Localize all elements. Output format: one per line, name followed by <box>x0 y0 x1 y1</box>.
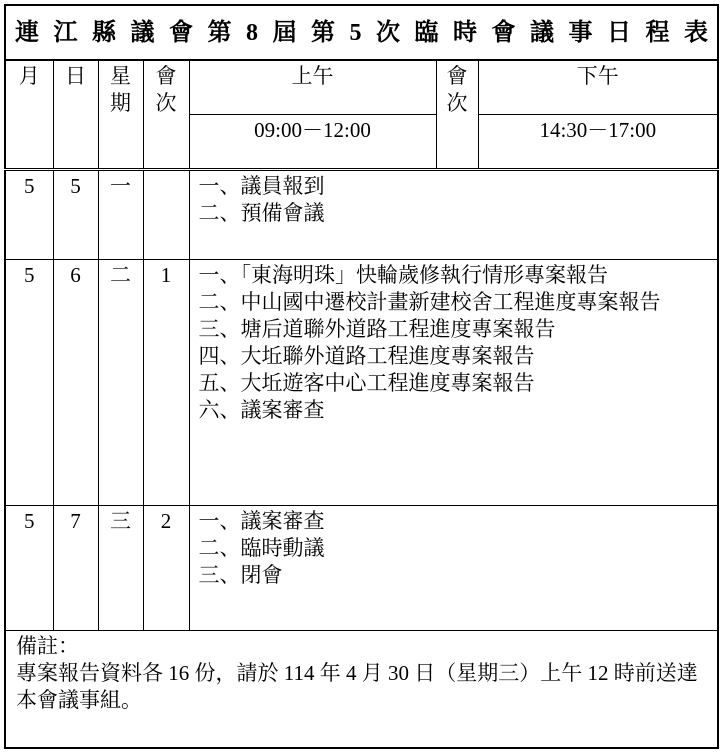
title-char: 臨 <box>414 19 439 46</box>
row-day: 6 <box>53 259 98 505</box>
title-char: 程 <box>645 19 670 46</box>
row-session: 1 <box>143 259 189 505</box>
notes-cell <box>5 630 718 748</box>
title-char: 表 <box>684 19 708 46</box>
title-char: 會 <box>491 19 516 46</box>
agenda-item: 四、大坵聯外道路工程進度專案報告 <box>198 343 535 368</box>
row-session <box>143 169 189 259</box>
title-char: 屆 <box>272 19 297 46</box>
agenda-item: 一、議案審查 <box>198 508 325 533</box>
header-morning: 上午 <box>189 60 436 114</box>
title-char: 連 <box>15 19 39 46</box>
row-day: 7 <box>53 505 98 630</box>
agenda-item: 六、議案審查 <box>198 397 325 422</box>
agenda-item: 二、預備會議 <box>198 200 325 225</box>
row-month: 5 <box>5 259 53 505</box>
agenda-item: 三、閉會 <box>198 562 283 587</box>
header-session-pm: 會次 <box>446 64 468 115</box>
header-day: 日 <box>53 60 98 169</box>
notes-text: 專案報告資料各 16 份，請於 114 年 4 月 30 日（星期三）上午 12 時前送達本會議事組。 <box>16 660 698 712</box>
agenda-item: 五、大坵遊客中心工程進度專案報告 <box>198 370 535 395</box>
title-char: 議 <box>530 19 554 46</box>
title-char: 會 <box>169 19 193 46</box>
agenda-item: 二、中山國中遷校計畫新建校舍工程進度專案報告 <box>198 289 661 314</box>
title-char: 5 <box>349 19 362 46</box>
title-char: 第 <box>311 19 335 46</box>
title-char: 次 <box>376 19 400 46</box>
title-char: 縣 <box>92 19 116 46</box>
header-morning-time: 09:00－12:00 <box>189 114 436 169</box>
agenda-item: 一、「東海明珠」快輪歲修執行情形專案報告 <box>198 262 608 287</box>
header-weekday: 星期 <box>110 64 131 115</box>
header-afternoon-time: 14:30－17:00 <box>478 114 718 169</box>
title-char: 第 <box>207 19 232 46</box>
header-session-pm-cell <box>436 60 478 169</box>
title-char: 江 <box>53 19 78 46</box>
notes-row <box>5 630 718 748</box>
row-session: 2 <box>143 505 189 630</box>
title-char: 事 <box>568 19 593 46</box>
title-char: 日 <box>607 19 631 46</box>
title-char: 議 <box>130 19 155 46</box>
agenda-item: 一、議員報到 <box>198 173 325 198</box>
header-weekday-cell <box>98 60 143 169</box>
row-agenda <box>189 259 718 505</box>
agenda-item: 三、塘后道聯外道路工程進度專案報告 <box>198 316 556 341</box>
agenda-item: 二、臨時動議 <box>198 535 325 560</box>
row-agenda <box>189 505 718 630</box>
row-weekday: 一 <box>98 169 143 259</box>
table-row <box>5 169 718 259</box>
header-session-cell <box>143 60 189 169</box>
row-weekday: 二 <box>98 259 143 505</box>
row-agenda <box>189 169 718 259</box>
table-row <box>5 505 718 630</box>
table-row <box>5 259 718 505</box>
document-title <box>15 18 708 48</box>
title-cell <box>5 5 718 60</box>
notes-label: 備註： <box>16 633 79 658</box>
row-weekday: 三 <box>98 505 143 630</box>
row-month: 5 <box>5 169 53 259</box>
title-row <box>5 5 718 60</box>
header-month: 月 <box>5 60 53 169</box>
header-row <box>5 60 718 114</box>
header-session: 會次 <box>155 64 177 115</box>
schedule-table <box>4 4 719 749</box>
title-char: 8 <box>246 19 258 46</box>
row-day: 5 <box>53 169 98 259</box>
header-afternoon: 下午 <box>478 60 718 114</box>
title-char: 時 <box>453 19 477 46</box>
row-month: 5 <box>5 505 53 630</box>
